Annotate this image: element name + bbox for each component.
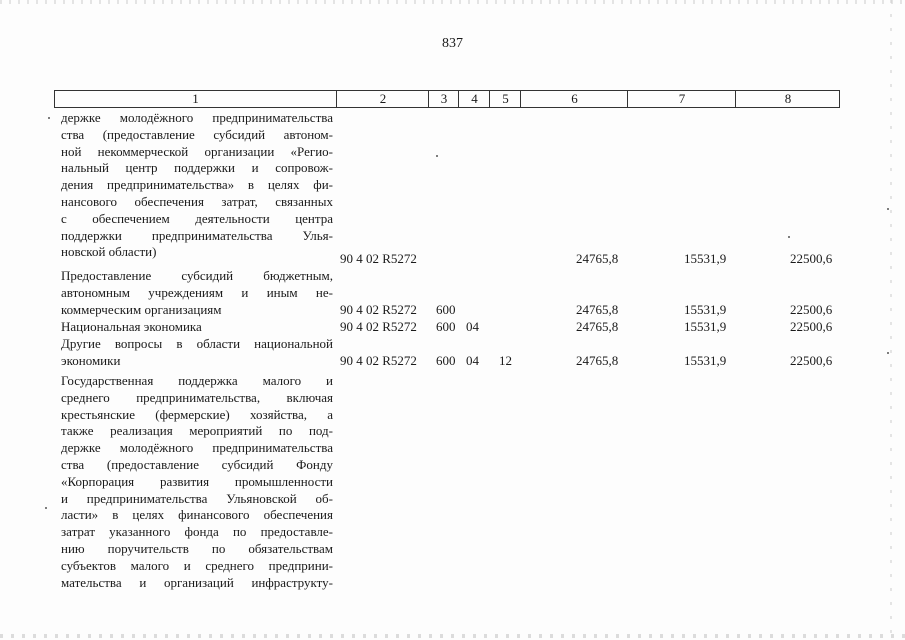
cell-value-2025: 24765,8	[576, 353, 619, 368]
cell-value-2026: 15531,9	[684, 251, 727, 266]
text-line: коммерческим организациям	[61, 301, 222, 317]
text-line: крестьянские (фермерские) хозяйства, а	[61, 406, 333, 422]
scan-speck	[436, 155, 438, 157]
scan-speck	[887, 208, 889, 210]
cell-value-2027: 22500,6	[790, 302, 833, 317]
scan-speck	[48, 117, 50, 119]
scan-speck	[887, 352, 889, 354]
cell-value-2027: 22500,6	[790, 319, 833, 334]
cell-value-2026: 15531,9	[684, 353, 727, 368]
text-line: затрат указанного фонда по предоставле-	[61, 524, 333, 540]
row-description	[61, 110, 333, 261]
scan-speck	[788, 236, 790, 238]
cell-col-4: 04	[466, 353, 479, 368]
header-col-1: 1	[192, 91, 199, 106]
header-col-8: 8	[735, 91, 840, 107]
cell-value-2025: 24765,8	[576, 251, 619, 266]
cell-value-2027: 22500,6	[790, 353, 833, 368]
text-line: и предпринимательства Ульяновской об-	[61, 490, 333, 506]
text-line: ства (предоставление субсидий автоном-	[61, 126, 333, 142]
cell-value-2025: 24765,8	[576, 302, 619, 317]
cell-code: 90 4 02 R5272	[340, 302, 417, 317]
table-header	[54, 90, 840, 108]
text-line: ства (предоставление субсидий Фонду	[61, 456, 333, 472]
text-line: ной некоммерческой организации «Регио-	[61, 143, 333, 159]
cell-value-2025: 24765,8	[576, 319, 619, 334]
text-line: «Корпорация развития промышленности	[61, 473, 333, 489]
scan-artifact-right	[890, 0, 892, 640]
text-line: ласти» в целях финансового обеспечения	[61, 507, 333, 523]
text-line: Другие вопросы в области национальной	[61, 336, 333, 351]
cell-col-3: 600	[436, 319, 456, 334]
cell-value-2027: 22500,6	[790, 251, 833, 266]
text-line: держке молодёжного предпринимательства	[61, 440, 333, 456]
text-line: мательства и организаций инфраструкту-	[61, 574, 333, 590]
text-line: держке молодёжного предпринимательства	[61, 110, 333, 125]
text-line: Государственная поддержка малого и	[61, 373, 333, 388]
text-line: поддержки предпринимательства Улья-	[61, 227, 333, 243]
cell-col-5: 12	[499, 353, 512, 368]
row-description	[61, 319, 333, 336]
text-line: Предоставление субсидий бюджетным,	[61, 268, 333, 283]
header-col-6: 6	[520, 91, 628, 107]
scan-artifact-bottom	[0, 634, 905, 638]
text-line: также реализация мероприятий по под-	[61, 423, 333, 439]
cell-code: 90 4 02 R5272	[340, 251, 417, 266]
cell-code: 90 4 02 R5272	[340, 353, 417, 368]
page-number: 837	[442, 36, 463, 51]
text-line: новской области)	[61, 244, 157, 260]
text-line: нансового обеспечения затрат, связанных	[61, 193, 333, 209]
row-description	[61, 268, 333, 318]
text-line: с обеспечением деятельности центра	[61, 210, 333, 226]
scan-speck	[45, 507, 47, 509]
text-line: нию поручительств по обязательствам	[61, 540, 333, 556]
text-line: автономным учреждениям и иным не-	[61, 284, 333, 300]
scan-artifact-top	[0, 0, 905, 4]
header-col-5: 5	[489, 91, 521, 107]
header-col-2: 2	[336, 91, 429, 107]
row-description	[61, 373, 333, 591]
text-line: экономики	[61, 352, 121, 368]
cell-col-4: 04	[466, 319, 479, 334]
header-col-3: 3	[428, 91, 459, 107]
text-line: нальный центр поддержки и сопровож-	[61, 160, 333, 176]
cell-value-2026: 15531,9	[684, 302, 727, 317]
row-description	[61, 336, 333, 370]
cell-value-2026: 15531,9	[684, 319, 727, 334]
header-col-7: 7	[627, 91, 736, 107]
cell-col-3: 600	[436, 302, 456, 317]
cell-code: 90 4 02 R5272	[340, 319, 417, 334]
text-line: среднего предпринимательства, включая	[61, 389, 333, 405]
header-col-4: 4	[458, 91, 490, 107]
text-line: дения предпринимательства» в целях фи-	[61, 177, 333, 193]
text-line: Национальная экономика	[61, 319, 202, 334]
text-line: субъектов малого и среднего предприни-	[61, 557, 333, 573]
cell-col-3: 600	[436, 353, 456, 368]
